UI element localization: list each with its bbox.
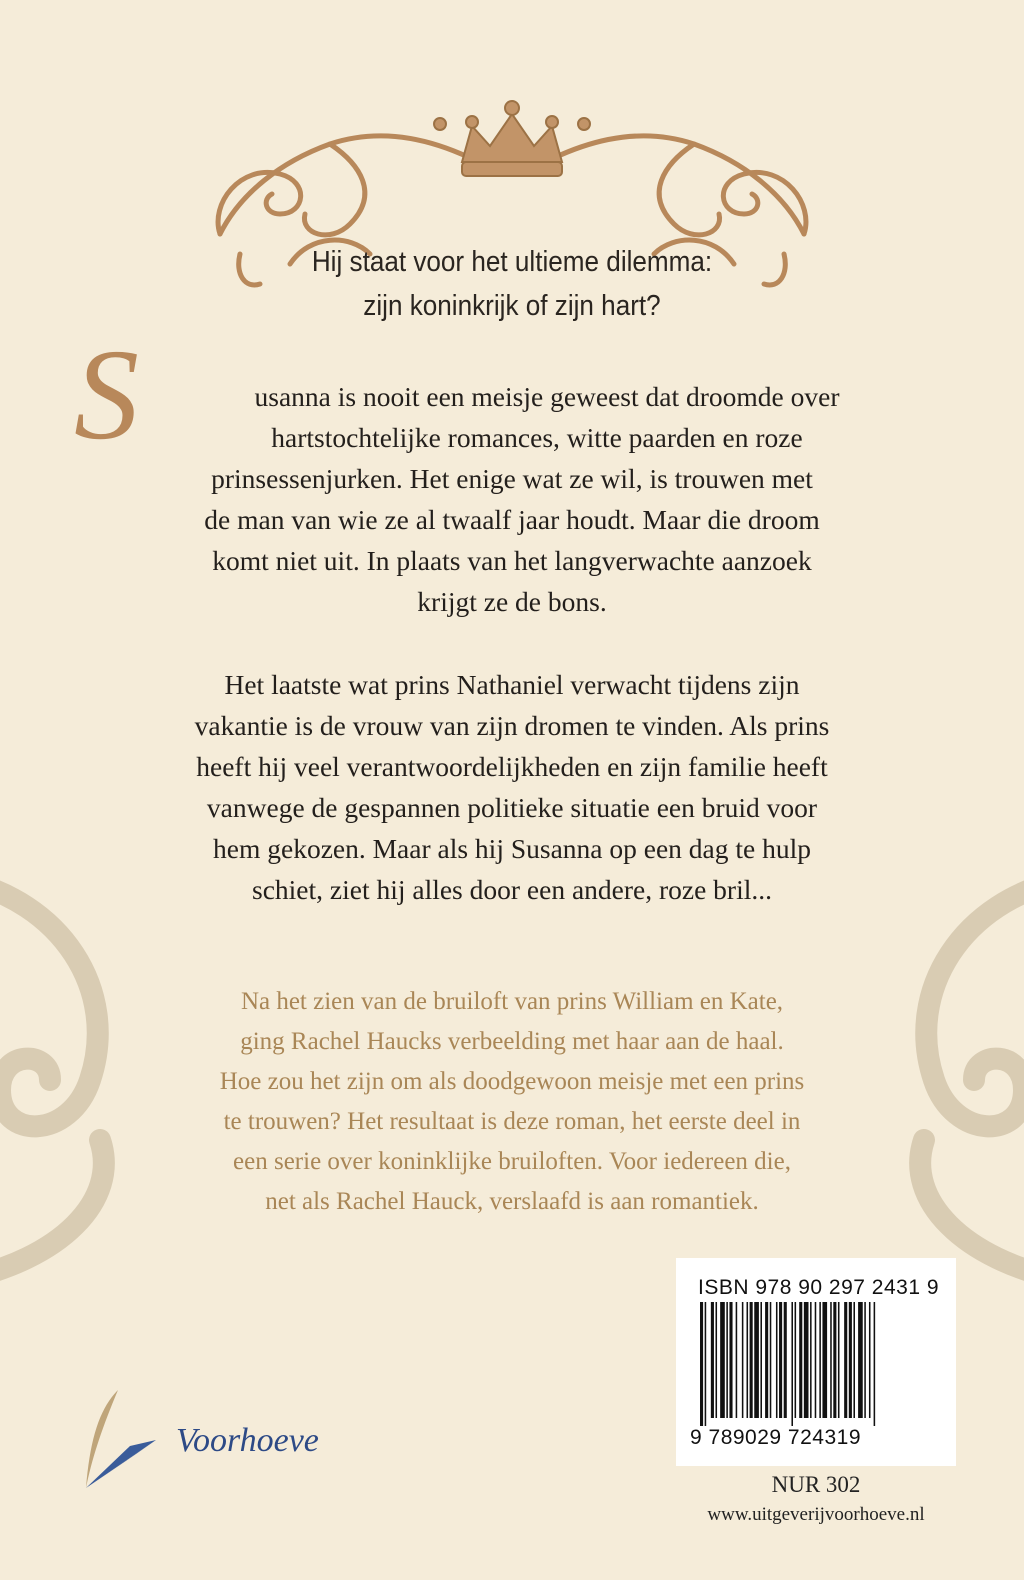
barcode-digits: 9 789029 724319	[690, 1426, 861, 1449]
barcode-bar	[760, 1302, 762, 1418]
barcode-bar	[844, 1302, 847, 1418]
barcode-bar	[736, 1302, 738, 1418]
barcode-bar	[833, 1302, 836, 1418]
publisher-logo-text: Voorhoeve	[176, 1422, 319, 1459]
isbn-barcode	[676, 1258, 956, 1466]
barcode-bar	[770, 1302, 772, 1418]
barcode-bar	[830, 1302, 832, 1418]
tagline-line-1: Hij staat voor het ultieme dilemma:	[311, 246, 713, 278]
barcode-bar	[853, 1302, 855, 1418]
para1-line: prinsessenjurken. Het enige wat ze wil, is trouwen met	[211, 463, 813, 494]
barcode-bar	[754, 1302, 759, 1418]
para3-line: te trouwen? Het resultaat is deze roman, het eerste deel in	[223, 1108, 801, 1135]
barcode-bar	[849, 1302, 852, 1418]
barcode-bar	[747, 1302, 749, 1418]
barcode-bar	[742, 1302, 744, 1418]
barcode-bar	[874, 1302, 876, 1426]
barcode-bar	[700, 1302, 703, 1426]
barcode-bar	[795, 1302, 797, 1418]
barcode-bar	[726, 1302, 728, 1418]
publisher-url: www.uitgeverijvoorhoeve.nl	[707, 1504, 925, 1525]
barcode-bar	[858, 1302, 863, 1418]
para2-line: vakantie is de vrouw van zijn dromen te vinden. Als prins	[194, 710, 830, 741]
barcode-bar	[804, 1302, 809, 1418]
blurb-paragraph-2	[60, 664, 964, 910]
barcode-bar	[799, 1302, 802, 1418]
para1-line: komt niet uit. In plaats van het langverwachte aanzoek	[212, 545, 812, 576]
para2-line: Het laatste wat prins Nathaniel verwacht tijdens zijn	[224, 669, 800, 700]
para3-line: ging Rachel Haucks verbeelding met haar aan de haal.	[240, 1028, 784, 1055]
barcode-bar	[869, 1302, 871, 1418]
quill-logo-icon	[70, 1388, 160, 1490]
para2-line: hem gekozen. Maar als hij Susanna op een dag te hulp	[213, 833, 811, 864]
para2-line: schiet, ziet hij alles door een andere, roze bril...	[252, 874, 772, 905]
barcode-bar	[765, 1302, 768, 1418]
para3-line: Hoe zou het zijn om als doodgewoon meisje met een prins	[219, 1068, 805, 1095]
para2-line: vanwege de gespannen politieke situatie een bruid voor	[206, 792, 818, 823]
barcode-bar	[711, 1302, 714, 1418]
barcode-bar	[815, 1302, 817, 1418]
barcode-bar	[822, 1302, 827, 1418]
tagline	[242, 240, 782, 328]
barcode-bar	[705, 1302, 707, 1426]
barcode-bar	[784, 1302, 787, 1418]
para3-line: een serie over koninklijke bruiloften. Voor iedereen die,	[233, 1148, 791, 1175]
barcode-bars	[698, 1302, 934, 1426]
barcode-bar	[819, 1302, 821, 1418]
para1-line: usanna is nooit een meisje geweest dat droomde over	[254, 381, 840, 412]
tagline-line-2: zijn koninkrijk of zijn hart?	[363, 290, 661, 322]
author-note-paragraph	[60, 982, 964, 1222]
blurb-paragraph-1	[60, 376, 964, 622]
para1-line: krijgt ze de bons.	[417, 586, 607, 617]
barcode-bar	[864, 1302, 866, 1418]
barcode-bar	[750, 1302, 753, 1418]
barcode-bar	[791, 1302, 793, 1426]
barcode-bar	[810, 1302, 812, 1418]
nur-code: NUR 302	[771, 1472, 861, 1497]
barcode-bar	[716, 1302, 718, 1418]
para3-line: net als Rachel Hauck, verslaafd is aan romantiek.	[265, 1188, 759, 1215]
svg-text:S: S	[74, 338, 139, 458]
barcode-bar	[776, 1302, 778, 1418]
barcode-bar	[838, 1302, 840, 1418]
para3-line: Na het zien van de bruiloft van prins William en Kate,	[240, 988, 784, 1015]
barcode-bar	[729, 1302, 732, 1418]
barcode-bar	[720, 1302, 725, 1418]
para1-line: hartstochtelijke romances, witte paarden en roze	[271, 422, 803, 453]
isbn-label: ISBN 978 90 297 2431 9	[698, 1276, 940, 1299]
para2-line: heeft hij veel verantwoordelijkheden en zijn familie heeft	[196, 751, 828, 782]
para1-line: de man van wie ze al twaalf jaar houdt. Maar die droom	[204, 504, 820, 535]
barcode-bar	[779, 1302, 782, 1418]
